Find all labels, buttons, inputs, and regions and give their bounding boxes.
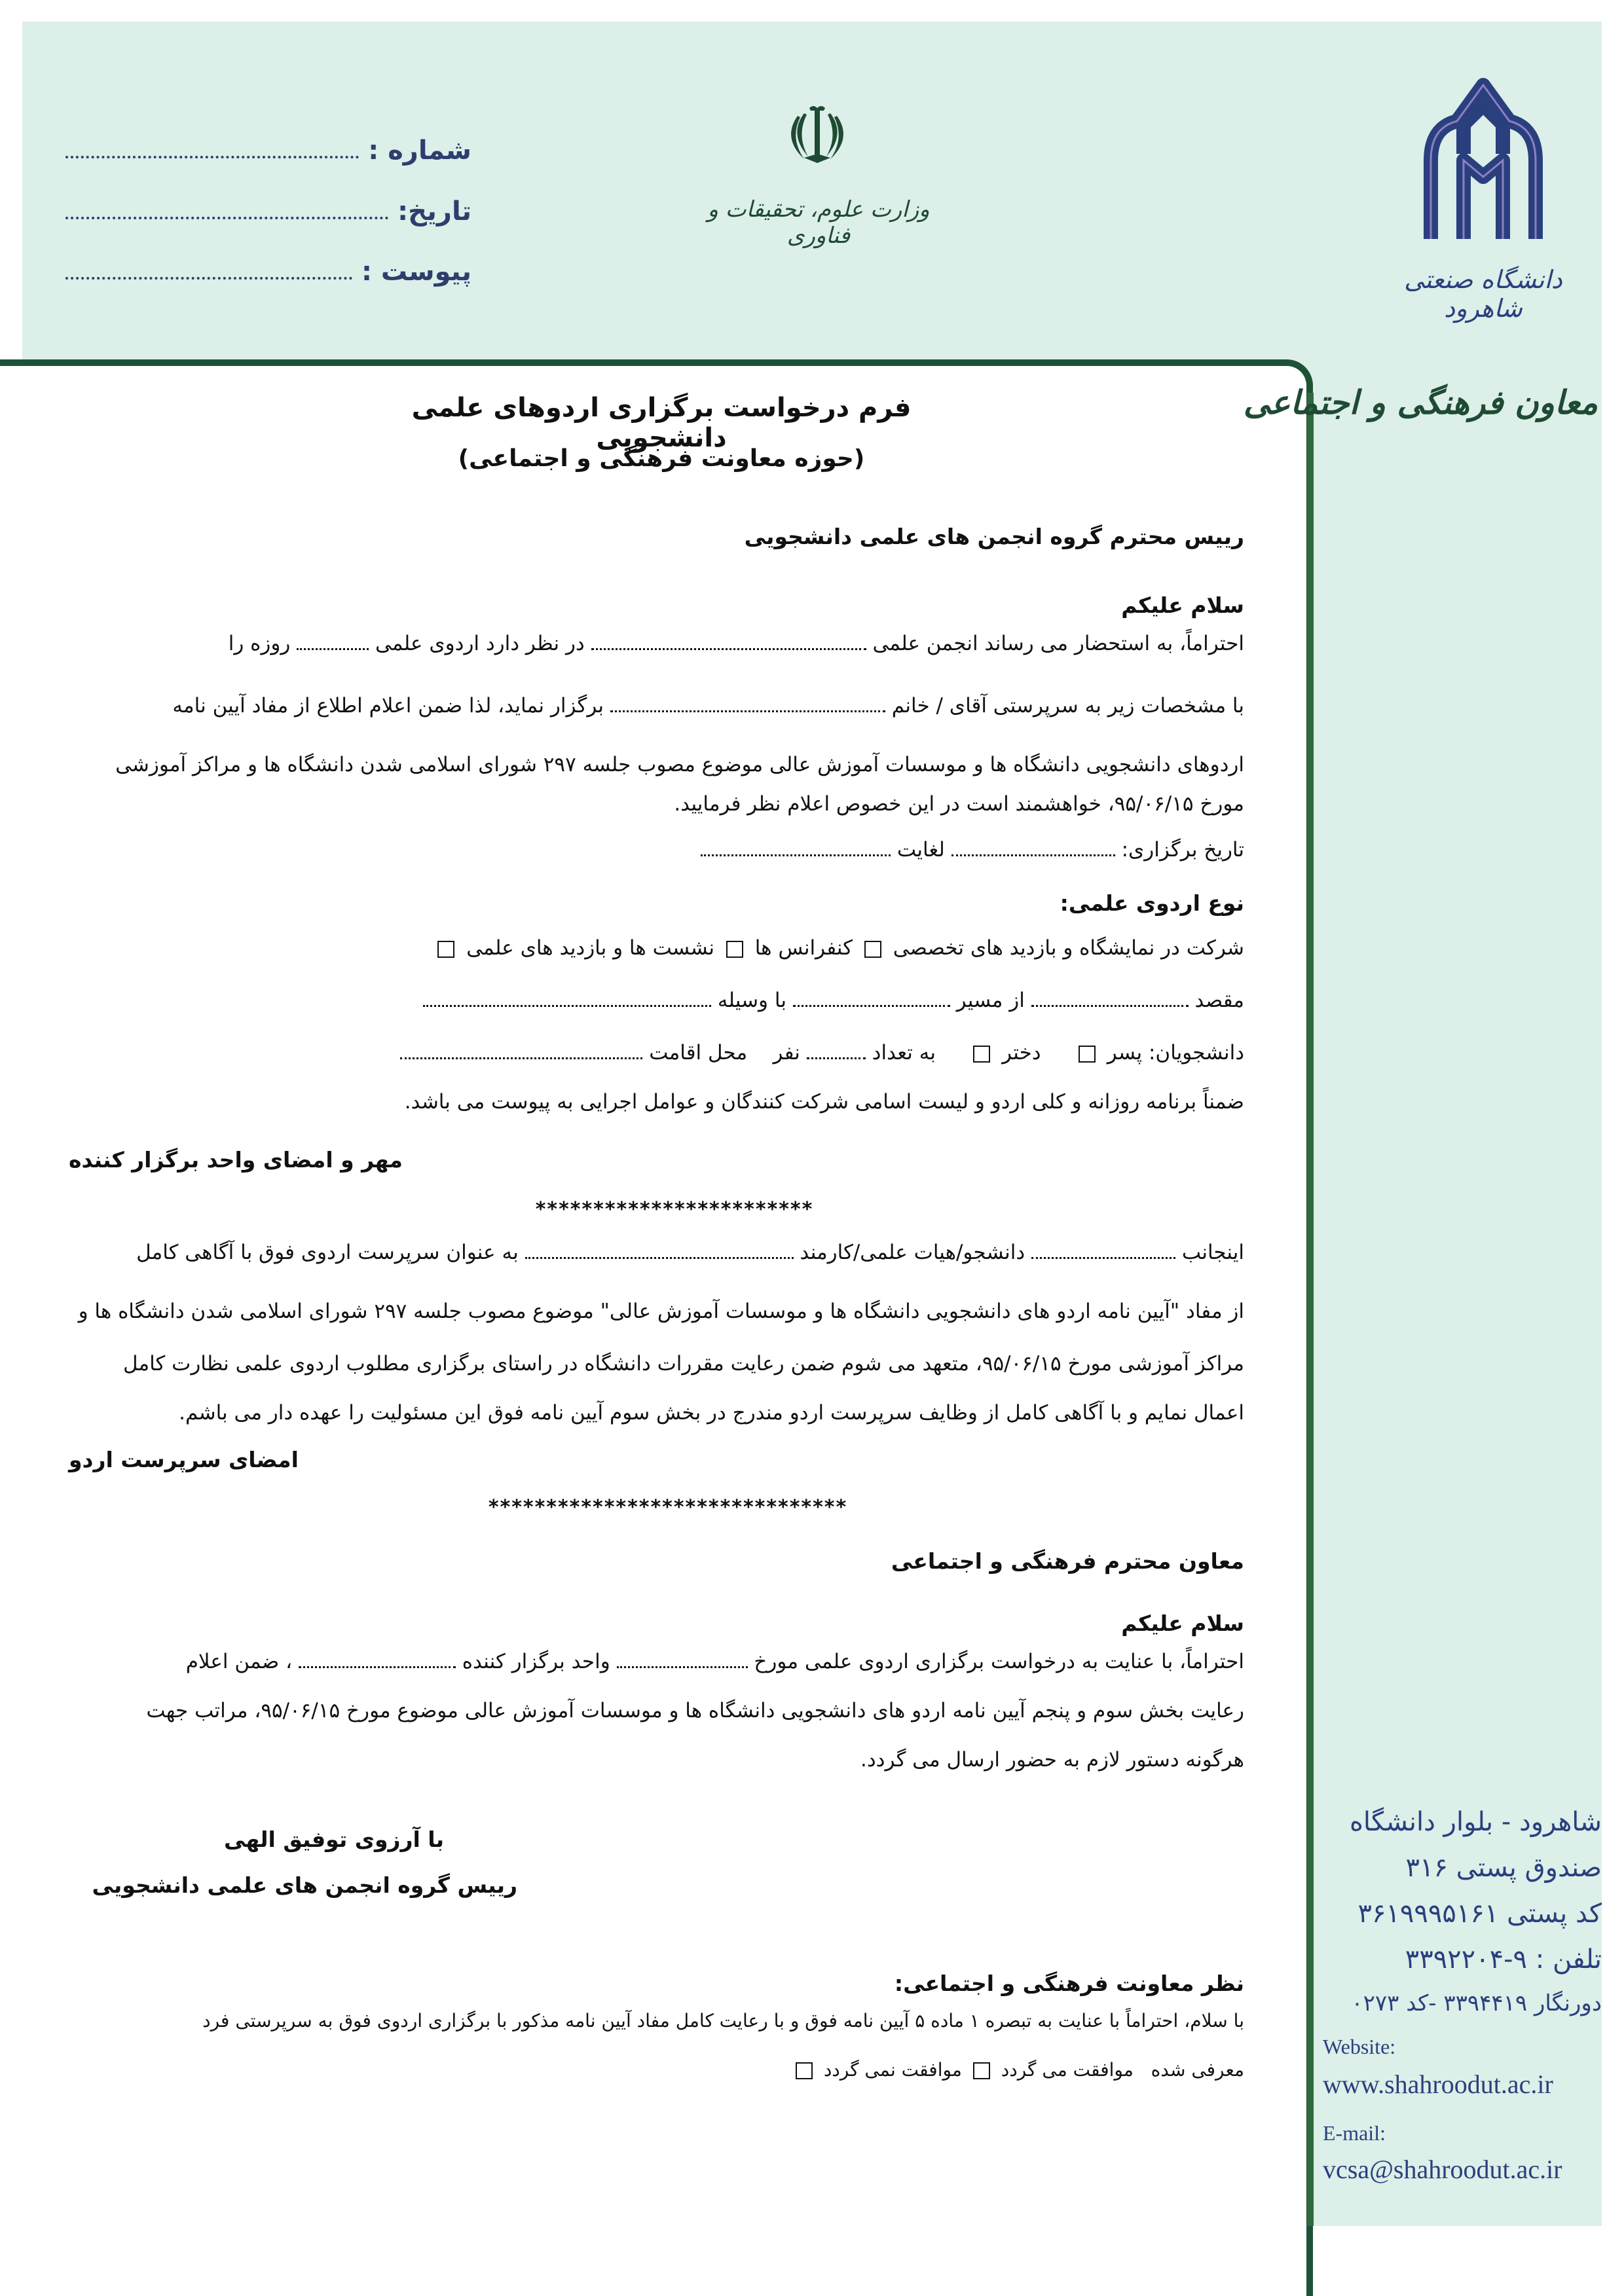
closing-title: رییس گروه انجمن های علمی دانشجویی	[92, 1872, 517, 1898]
vice-line-2: رعایت بخش سوم و پنجم آیین نامه اردو های دانشجویی دانشگاه ها و موسسات آموزش عالی موضوع مورخ ۹۵/۰۶/۱۵، مراتب جهت	[146, 1699, 1244, 1722]
number-dots	[65, 143, 359, 158]
students-line: دانشجویان: پسر دختر به تعداد نفر محل اقامت	[400, 1041, 1244, 1065]
count-blank[interactable]	[807, 1052, 866, 1059]
email-link[interactable]: vcsa@shahroodut.ac.ir	[1323, 2155, 1562, 2184]
date-dots	[65, 204, 388, 219]
camp-type-options: شرکت در نمایشگاه و بازدید های تخصصی کنفرانس ها نشست ها و بازدید های علمی	[432, 936, 1244, 960]
girls-checkbox[interactable]	[973, 1046, 990, 1063]
boys-checkbox[interactable]	[1079, 1046, 1096, 1063]
department-name: معاون فرهنگی و اجتماعی	[1243, 383, 1598, 422]
exhibition-checkbox[interactable]	[864, 941, 881, 958]
addressee: رییس محترم گروه انجمن های علمی دانشجویی	[744, 524, 1244, 549]
supervisor-line-3: مراکز آموزشی مورخ ۹۵/۰۶/۱۵، متعهد می شوم ضمن رعایت مقررات دانشگاه در راستای برگزاری مطلوب اردوی علمی نظارت کامل	[123, 1352, 1244, 1376]
sidebar-divider	[1307, 393, 1314, 2226]
destination-blank[interactable]	[1031, 1000, 1189, 1007]
residence-blank[interactable]	[400, 1052, 642, 1059]
opinion-decision: معرفی شده موافقت می گردد موافقت نمی گردد	[790, 2059, 1244, 2081]
attachment-label: پیوست :	[361, 257, 471, 287]
vice-line-3: هرگونه دستور لازم به حضور ارسال می گردد.	[860, 1748, 1244, 1772]
fax-line: دورنگار ۳۳۹۴۴۱۹ -کد ۰۲۷۳	[1351, 1990, 1602, 2016]
separator-stars: *******************************	[488, 1496, 848, 1519]
approve-checkbox[interactable]	[973, 2062, 990, 2079]
request-line-3: اردوهای دانشجویی دانشگاه ها و موسسات آموزش عالی موضوع مصوب جلسه ۲۹۷ شورای اسلامی شدن دانشگاه ها و مراکز آموزشی	[115, 753, 1244, 776]
greeting: سلام علیکم	[1121, 592, 1244, 618]
supervisor-name-blank[interactable]	[610, 705, 885, 712]
request-line-2: با مشخصات زیر به سرپرستی آقای / خانم برگزار نماید، لذا ضمن اعلام اطلاع از مفاد آیین نامه	[172, 694, 1244, 718]
supervisor-line-4: اعمال نمایم و با آگاهی کامل از وظایف سرپرست اردو مندرج در بخش سوم آیین نامه فوق این مسئولیت را عهده دار می باشم.	[179, 1401, 1244, 1425]
postal-code-line: کد پستی ۳۶۱۹۹۹۵۱۶۱	[1357, 1899, 1602, 1929]
separator-stars: ************************	[535, 1198, 814, 1221]
phone-line: تلفن : ۹-۳۳۹۲۲۰۴	[1405, 1944, 1602, 1975]
end-date-blank[interactable]	[701, 849, 891, 856]
route-blank[interactable]	[793, 1000, 950, 1007]
university-name: دانشگاه صنعتی شاهرود	[1404, 265, 1562, 323]
ministry-name: وزارت علوم، تحقیقات و فناوری	[707, 196, 930, 249]
request-date-input[interactable]	[617, 1661, 748, 1668]
date-line: تاریخ برگزاری: لغایت	[701, 838, 1244, 862]
iran-emblem-icon	[784, 101, 850, 167]
contact-sidebar	[1243, 22, 1602, 2226]
date-label: تاریخ:	[397, 196, 471, 227]
organizer-signature: مهر و امضای واحد برگزار کننده	[69, 1147, 403, 1173]
university-logo-icon	[1411, 62, 1555, 252]
request-line-4: مورخ ۹۵/۰۶/۱۵، خواهشمند است در این خصوص اعلام نظر فرمایید.	[674, 792, 1244, 816]
supervisor-name-input[interactable]	[1031, 1252, 1175, 1259]
opinion-heading: نظر معاونت فرهنگی و اجتماعی:	[894, 1971, 1244, 1996]
days-blank[interactable]	[297, 643, 369, 650]
vice-line-1: احتراماً، با عنایت به درخواست برگزاری اردوی علمی مورخ واحد برگزار کننده ، ضمن اعلام	[185, 1650, 1244, 1673]
form-title: فرم درخواست برگزاری اردوهای علمی دانشجویی	[411, 393, 912, 453]
reject-checkbox[interactable]	[796, 2062, 813, 2079]
request-line-1: احتراماً، به استحضار می رساند انجمن علمی در نظر دارد اردوی علمی روزه را	[228, 632, 1244, 655]
email-label: E-mail:	[1323, 2121, 1386, 2145]
supervisor-role-input[interactable]	[525, 1252, 794, 1259]
website-link[interactable]: www.shahroodut.ac.ir	[1323, 2069, 1553, 2099]
po-box-line: صندوق پستی ۳۱۶	[1405, 1853, 1602, 1883]
supervisor-line-1: اینجانب دانشجو/هیات علمی/کارمند به عنوان سرپرست اردوی فوق با آگاهی کامل	[136, 1241, 1244, 1264]
date-field[interactable]	[65, 192, 471, 231]
route-line: مقصد از مسیر با وسیله	[423, 989, 1244, 1012]
number-field[interactable]	[65, 131, 471, 170]
association-name-blank[interactable]	[591, 643, 866, 650]
supervisor-line-2: از مفاد "آیین نامه اردو های دانشجویی دانشگاه ها و موسسات آموزش عالی" موضوع مصوب جلسه ۲۹۷ شورای اسلامی شدن دانشگاه ها و	[78, 1300, 1244, 1323]
supervisor-signature: امضای سرپرست اردو	[69, 1447, 299, 1472]
number-label: شماره :	[368, 136, 471, 166]
attachment-dots	[65, 264, 352, 280]
closing: با آرزوی توفیق الهی	[223, 1827, 445, 1852]
start-date-blank[interactable]	[951, 849, 1115, 856]
organizer-unit-input[interactable]	[299, 1661, 456, 1668]
website-label: Website:	[1323, 2035, 1396, 2058]
camp-type-heading: نوع اردوی علمی:	[1060, 890, 1244, 916]
attachment-field[interactable]	[65, 252, 471, 291]
address-line: شاهرود - بلوار دانشگاه	[1349, 1807, 1602, 1837]
attachment-note: ضمناً برنامه روزانه و کلی اردو و لیست اسامی شرکت کنندگان و عوامل اجرایی به پیوست می باشد.	[404, 1090, 1244, 1114]
vice-greeting: سلام علیکم	[1121, 1611, 1244, 1636]
form-subtitle: (حوزه معاونت فرهنگی و اجتماعی)	[458, 445, 865, 472]
opinion-text: با سلام، احتراماً با عنایت به تبصره ۱ ماده ۵ آیین نامه فوق و با رعایت کامل مفاد آیین نامه مذکور با برگزاری اردوی فوق به سرپرستی فرد	[202, 2010, 1244, 2032]
scientific-visit-checkbox[interactable]	[437, 941, 454, 958]
vice-addressee: معاون محترم فرهنگی و اجتماعی	[891, 1548, 1244, 1574]
vehicle-blank[interactable]	[423, 1000, 711, 1007]
conference-checkbox[interactable]	[726, 941, 743, 958]
